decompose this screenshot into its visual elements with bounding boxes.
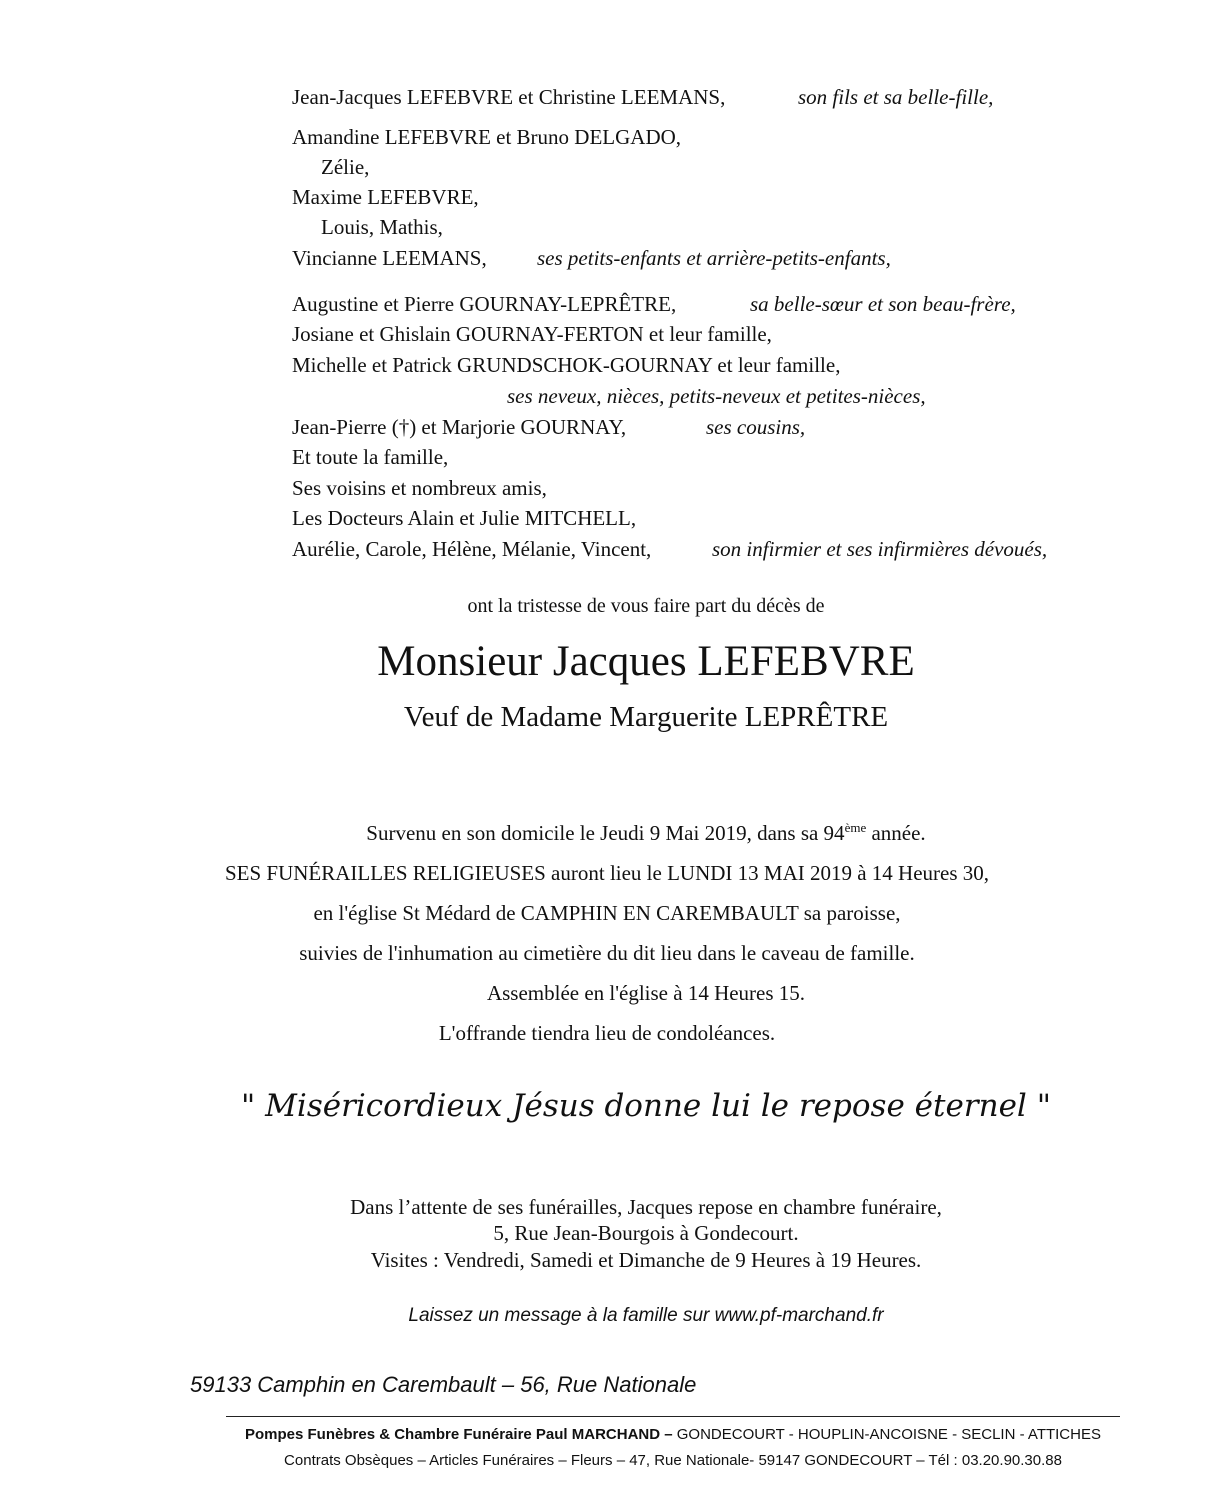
family-line-sister-in-law: Augustine et Pierre GOURNAY-LEPRÊTRE,: [292, 292, 677, 316]
visit-line-2: 5, Rue Jean-Bourgois à Gondecourt.: [493, 1221, 799, 1245]
burial-info: suivies de l'inhumation au cimetière du dit lieu dans le caveau de famille.: [299, 941, 915, 965]
family-line-doctors: Les Docteurs Alain et Julie MITCHELL,: [292, 506, 637, 530]
family-line-son: Jean-Jacques LEFEBVRE et Christine LEEMANS,: [292, 85, 726, 109]
family-line-neighbours: Ses voisins et nombreux amis,: [292, 476, 547, 500]
family-line-all-family: Et toute la famille,: [292, 445, 449, 469]
prayer-quote: " Miséricordieux Jésus donne lui le repose éternel ": [241, 1088, 1051, 1124]
family-line-grandchild-2: Maxime LEFEBVRE,: [292, 185, 479, 209]
family-line-great-grandchild-2: Louis, Mathis,: [321, 215, 443, 239]
address: 59133 Camphin en Carembault – 56, Rue Nationale: [190, 1372, 697, 1397]
footer-company-line: Pompes Funèbres & Chambre Funéraire Paul MARCHAND – GONDECOURT - HOUPLIN-ANCOISNE - SECLIN - ATTICHES: [245, 1426, 1101, 1443]
family-line-nephews-1: Josiane et Ghislain GOURNAY-FERTON et leur famille,: [292, 322, 772, 346]
message-link[interactable]: Laissez un message à la famille sur www.pf-marchand.fr: [408, 1305, 884, 1326]
family-line-nurses: Aurélie, Carole, Hélène, Mélanie, Vincent,: [292, 537, 652, 561]
widower-of: Veuf de Madame Marguerite LEPRÊTRE: [403, 701, 889, 733]
church-info: en l'église St Médard de CAMPHIN EN CAREMBAULT sa paroisse,: [313, 901, 901, 925]
relation-grandchildren: ses petits-enfants et arrière-petits-enfants,: [537, 246, 891, 270]
family-line-cousins: Jean-Pierre (†) et Marjorie GOURNAY,: [292, 415, 627, 439]
relation-son: son fils et sa belle-fille,: [798, 85, 994, 109]
relation-nurses: son infirmier et ses infirmières dévoués,: [712, 537, 1048, 561]
offering-info: L'offrande tiendra lieu de condoléances.: [438, 1021, 776, 1045]
relation-in-laws: sa belle-sœur et son beau-frère,: [750, 292, 1016, 316]
relation-nephews: ses neveux, nièces, petits-neveux et petites-nièces,: [507, 384, 926, 408]
footer-services-line: Contrats Obsèques – Articles Funéraires – Fleurs – 47, Rue Nationale- 59147 GONDECOURT – Tél : 03.20.90.30.88: [284, 1452, 1062, 1469]
family-line-grandchild-1: Amandine LEFEBVRE et Bruno DELGADO,: [292, 125, 682, 149]
death-notice: Survenu en son domicile le Jeudi 9 Mai 2019, dans sa 94ème année.: [366, 820, 926, 845]
funeral-info: SES FUNÉRAILLES RELIGIEUSES auront lieu le LUNDI 13 MAI 2019 à 14 Heures 30,: [224, 861, 990, 885]
announcement-intro: ont la tristesse de vous faire part du décès de: [467, 595, 825, 617]
family-line-great-grandchild-1: Zélie,: [321, 155, 370, 179]
relation-cousins: ses cousins,: [706, 415, 806, 439]
family-line-grandchild-3: Vincianne LEEMANS,: [292, 246, 487, 270]
visit-line-1: Dans l’attente de ses funérailles, Jacques repose en chambre funéraire,: [350, 1195, 942, 1219]
deceased-name: Monsieur Jacques LEFEBVRE: [377, 638, 915, 685]
visit-line-3: Visites : Vendredi, Samedi et Dimanche de 9 Heures à 19 Heures.: [370, 1248, 922, 1272]
family-line-nephews-2: Michelle et Patrick GRUNDSCHOK-GOURNAY et leur famille,: [292, 353, 841, 377]
assembly-info: Assemblée en l'église à 14 Heures 15.: [486, 981, 806, 1005]
footer-divider: [226, 1416, 1120, 1417]
